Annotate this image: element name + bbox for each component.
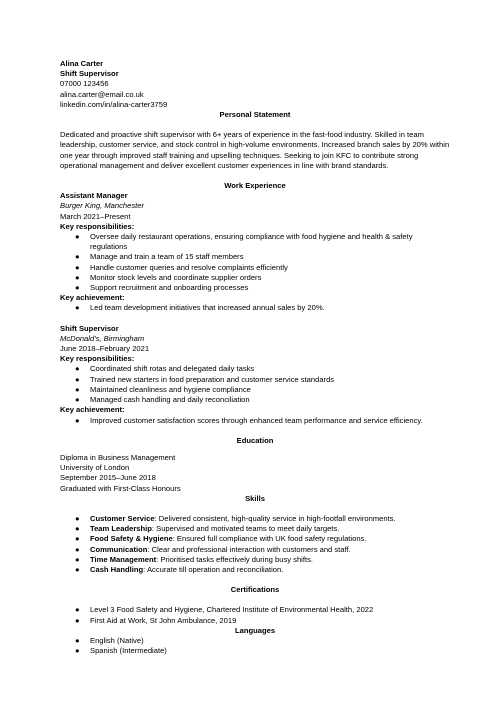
list-item: ● Support recruitment and onboarding processes [75,283,249,293]
list-item: ● Oversee daily restaurant operations, ensuring compliance with food hygiene and health & safety regulations [75,232,413,252]
list-item: ● Spanish (Intermediate) [75,646,167,656]
job-dates: June 2018–February 2021 [60,344,150,354]
education-heading: Education [236,435,274,445]
list-item: ● Manage and train a team of 15 staff members [75,252,244,262]
list-item: ● Trained new starters in food preparation and customer service standards [75,374,335,384]
list-item: ● Handle customer queries and resolve complaints efficiently [75,262,288,272]
education-grade: Graduated with First-Class Honours [60,483,181,493]
responsibilities-list [60,232,450,293]
job-entry-2 [60,324,450,426]
certifications-list [60,605,450,625]
job-role: Shift Supervisor [60,323,119,333]
education-dates: September 2015–June 2018 [60,473,156,483]
achievement-label: Key achievement: [60,293,125,303]
skills-heading: Skills [245,493,265,503]
education-institution: University of London [60,463,130,473]
candidate-linkedin: linkedin.com/in/alina-carter3759 [60,99,168,109]
list-item: ● Team Leadership: Supervised and motivated teams to meet daily targets. [75,524,340,534]
list-item: ● English (Native) [75,635,144,645]
list-item: ● Improved customer satisfaction scores through enhanced team performance and service efficiency. [75,415,423,425]
list-item: ● Food Safety & Hygiene: Ensured full compliance with UK food safety regulations. [75,534,367,544]
candidate-title: Shift Supervisor [60,69,119,79]
personal-statement-text: Dedicated and proactive shift supervisor with 6+ years of experience in the fast-food industry. Skilled in team leadership, customer service, and stock control in high-volume environments. Increased branch sales by 20% within one year through improved staff training and upselling techniques. Seeking to join KFC to contribute strong operational management and deliver excellent customer experiences in line with brand standards. [60,130,450,170]
list-item: ● First Aid at Work, St John Ambulance, 2019 [75,615,237,625]
list-item: ● Coordinated shift rotas and delegated daily tasks [75,364,255,374]
personal-statement-heading: Personal Statement [219,110,291,120]
list-item: ● Monitor stock levels and coordinate supplier orders [75,272,262,282]
list-item: ● Customer Service: Delivered consistent, high-quality service in high-footfall environments. [75,513,396,523]
responsibilities-list [60,364,450,405]
candidate-email: alina.carter@email.co.uk [60,89,144,99]
job-entry-1 [60,191,450,313]
responsibilities-label: Key responsibilities: [60,354,135,364]
list-item: ● Led team development initiatives that increased annual sales by 20%. [75,303,325,313]
list-item: ● Level 3 Food Safety and Hygiene, Chartered Institute of Environmental Health, 2022 [75,605,374,615]
achievement-label: Key achievement: [60,405,125,415]
languages-heading: Languages [234,625,276,635]
work-experience-heading: Work Experience [224,181,286,191]
languages-list [60,636,450,656]
job-company: McDonald's, Birmingham [60,333,145,343]
list-item: ● Maintained cleanliness and hygiene compliance [75,384,251,394]
job-role: Assistant Manager [60,191,128,201]
list-item: ● Managed cash handling and daily reconciliation [75,395,250,405]
list-item: ● Time Management: Prioritised tasks effectively during busy shifts. [75,554,313,564]
list-item: ● Communication: Clear and professional interaction with customers and staff. [75,544,351,554]
achievement-list [60,303,450,313]
candidate-name: Alina Carter [60,59,104,68]
job-company: Burger King, Manchester [60,201,144,211]
cv-document [60,59,450,656]
certifications-heading: Certifications [230,585,280,595]
list-item: ● Cash Handling: Accurate till operation and reconciliation. [75,564,284,574]
job-dates: March 2021–Present [60,211,131,221]
education-qualification: Diploma in Business Management [60,452,176,462]
responsibilities-label: Key responsibilities: [60,221,135,231]
candidate-phone: 07000 123456 [60,79,109,89]
skills-list [60,514,450,575]
achievement-list [60,416,450,426]
